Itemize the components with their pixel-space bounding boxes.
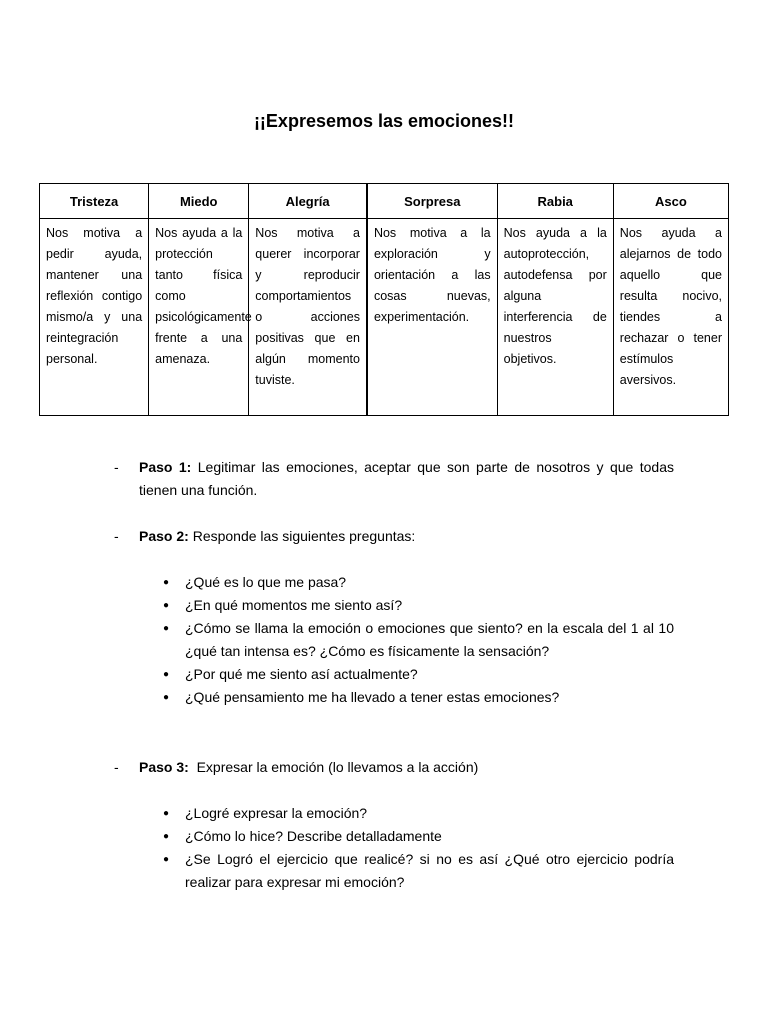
page-title: ¡¡Expresemos las emociones!! — [253, 111, 515, 131]
step-2-body: Responde las siguientes preguntas: — [188, 528, 416, 544]
step-3-label: Paso 3: — [139, 759, 189, 775]
header-tristeza: Tristeza — [40, 184, 149, 219]
description-miedo: Nos ayuda a la protección tanto física como psicológicamente frente a una amenaza. — [149, 219, 249, 416]
bullet-icon: ● — [163, 692, 170, 703]
list-item: ● ¿Se Logró el ejercicio que realicé? si no es así ¿Qué otro ejercicio podría realizar para expresar mi emoción? — [160, 848, 674, 894]
description-sorpresa: Nos motiva a la exploración y orientación a las cosas nuevas, experimentación. — [367, 219, 497, 416]
bullet-icon: ● — [163, 600, 170, 611]
step-2-questions — [160, 571, 674, 709]
bullet-icon: ● — [163, 854, 170, 865]
list-item: ● ¿Qué pensamiento me ha llevado a tener estas emociones? — [160, 686, 674, 709]
step-1 — [114, 456, 674, 502]
step-3-questions — [160, 802, 674, 894]
list-item: ● ¿Cómo se llama la emoción o emociones que siento? en la escala del 1 al 10 ¿qué tan intensa es? ¿Cómo es físicamente la sensación? — [160, 617, 674, 663]
table-row — [40, 219, 729, 416]
step-1-label: Paso 1: — [139, 459, 192, 475]
list-item: ● ¿Logré expresar la emoción? — [160, 802, 674, 825]
step-3 — [114, 756, 674, 779]
bullet-icon: ● — [163, 577, 170, 588]
step-dash: - — [114, 528, 119, 544]
step-1-text — [139, 456, 674, 502]
step-dash: - — [114, 459, 119, 475]
step-3-text — [139, 756, 674, 779]
step-1-body: Legitimar las emociones, aceptar que son parte de nosotros y que todas tienen una función. — [139, 459, 674, 498]
step-3-body: Expresar la emoción (lo llevamos a la acción) — [188, 759, 479, 775]
description-alegria: Nos motiva a querer incorporar y reproducir comportamientos o acciones positivas que en algún momento tuviste. — [249, 219, 367, 416]
description-rabia: Nos ayuda a la autoprotección, autodefensa por alguna interferencia de nuestros objetivos. — [497, 219, 613, 416]
header-rabia: Rabia — [497, 184, 613, 219]
bullet-icon: ● — [163, 669, 170, 680]
header-sorpresa: Sorpresa — [367, 184, 497, 219]
list-item: ● ¿En qué momentos me siento así? — [160, 594, 674, 617]
step-dash: - — [114, 759, 119, 775]
bullet-icon: ● — [163, 831, 170, 842]
list-item: ● ¿Cómo lo hice? Describe detalladamente — [160, 825, 674, 848]
description-asco: Nos ayuda a alejarnos de todo aquello que resulta nocivo, tiendes a rechazar o tener estímulos aversivos. — [613, 219, 728, 416]
bullet-icon: ● — [163, 623, 170, 634]
step-2-text — [139, 525, 674, 548]
header-alegria: Alegría — [249, 184, 367, 219]
header-miedo: Miedo — [149, 184, 249, 219]
list-item: ● ¿Por qué me siento así actualmente? — [160, 663, 674, 686]
bullet-icon: ● — [163, 808, 170, 819]
list-item: ● ¿Qué es lo que me pasa? — [160, 571, 674, 594]
emotions-table — [39, 183, 729, 416]
step-2 — [114, 525, 674, 548]
table-header-row — [40, 184, 729, 219]
step-2-label: Paso 2: — [139, 528, 189, 544]
header-asco: Asco — [613, 184, 728, 219]
description-tristeza: Nos motiva a pedir ayuda, mantener una reflexión contigo mismo/a y una reintegración personal. — [40, 219, 149, 416]
